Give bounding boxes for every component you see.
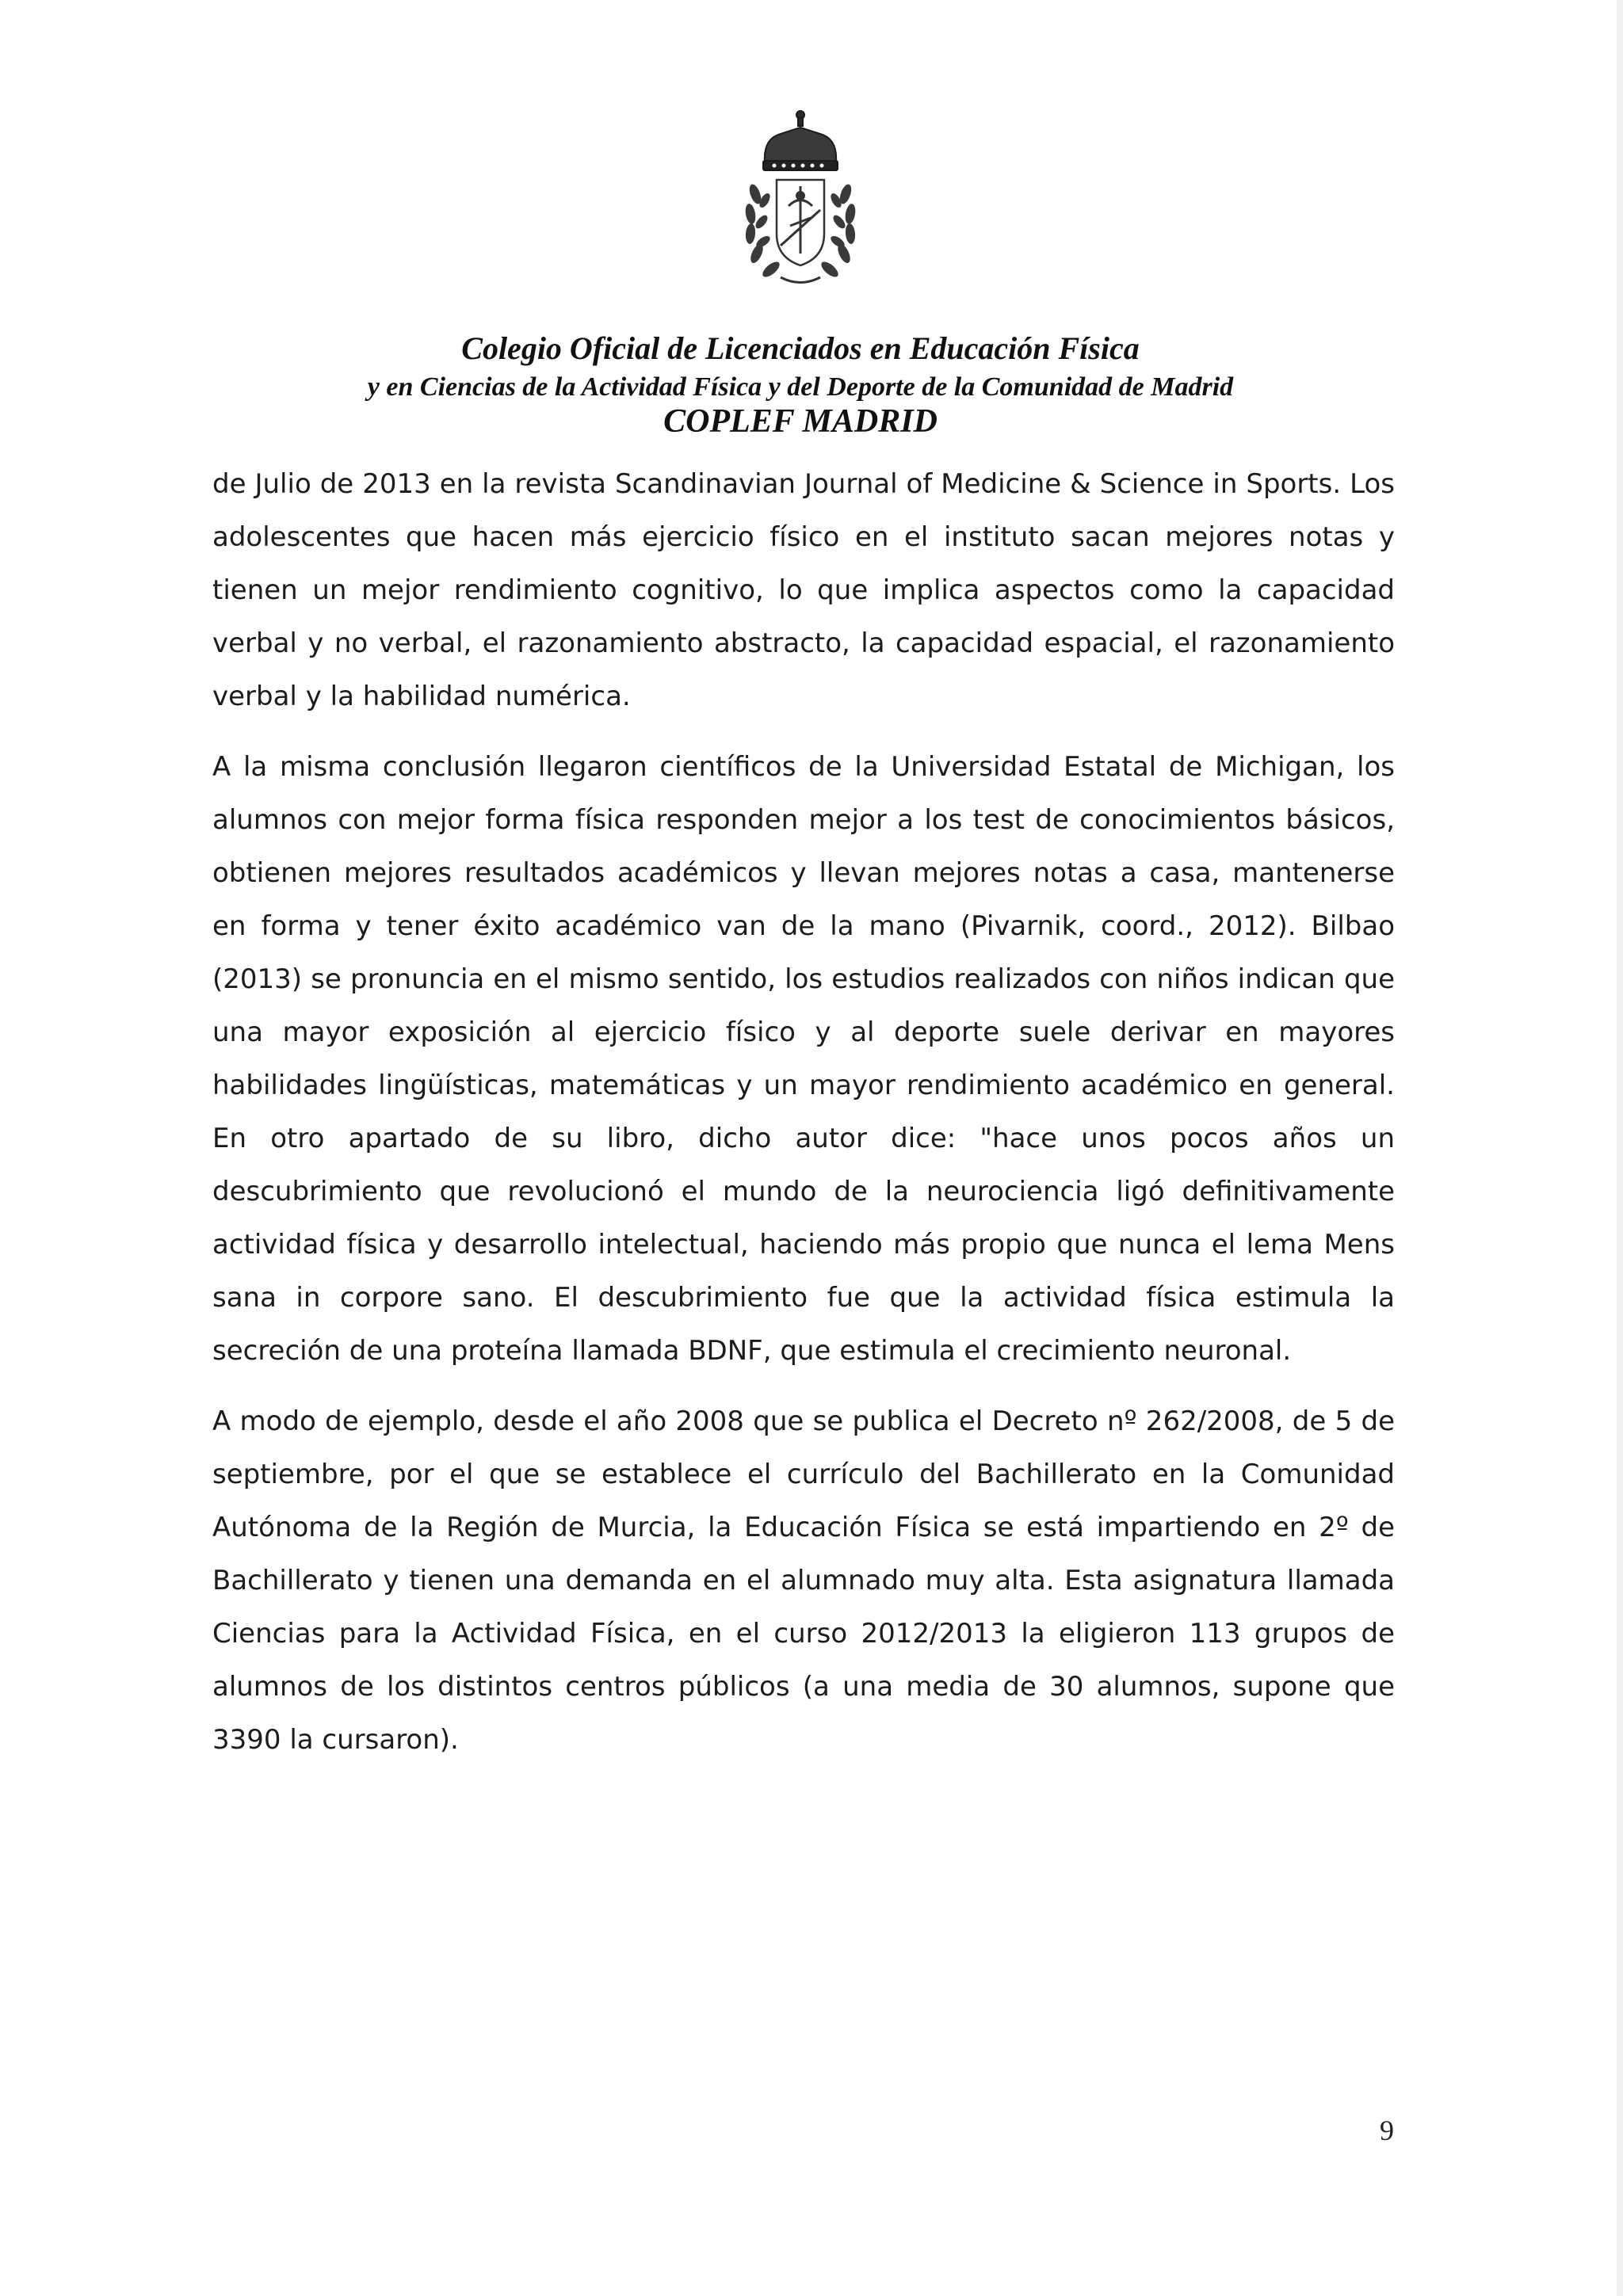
letterhead-title: Colegio Oficial de Licenciados en Educación Física — [461, 330, 1140, 366]
page-number: 9 — [1380, 2115, 1394, 2146]
paragraph: A la misma conclusión llegaron científicos de la Universidad Estatal de Michigan, los alumnos con mejor forma física responden mejor a los test de conocimientos básicos, obtienen mejores resultados académicos y llevan mejores notas a casa, mantenerse en forma y tener éxito académico van de la mano (Pivarnik, coord., 2012). Bilbao (2013) se pronuncia en el mismo sentido, los estudios realizados con niños indican que una mayor exposición al ejercicio físico y al deporte suele derivar en mayores habilidades lingüísticas, matemáticas y un mayor rendimiento académico en general. En otro apartado de su libro, dicho autor dice: "hace unos pocos años un descubrimiento que revolucionó el mundo de la neurociencia ligó definitivamente actividad física y desarrollo intelectual, haciendo más propio que nunca el lema Mens sana in corpore sano. El descubrimiento fue que la actividad física estimula la secreción de una proteína llamada BDNF, que estimula el crecimiento neuronal. — [212, 751, 1395, 1367]
paragraph: A modo de ejemplo, desde el año 2008 que se publica el Decreto nº 262/2008, de 5 de septiembre, por el que se establece el currículo del Bachillerato en la Comunidad Autónoma de la Región de Murcia, la Educación Física se está impartiendo en 2º de Bachillerato y tienen una demanda en el alumnado muy alta. Esta asignatura llamada Ciencias para la Actividad Física, en el curso 2012/2013 la eligieron 113 grupos de alumnos de los distintos centros públicos (a una media de 30 alumnos, supone que 3390 la cursaron). — [212, 1405, 1395, 1756]
coat-of-arms-crest-icon — [733, 107, 868, 297]
letterhead-subtitle: y en Ciencias de la Actividad Física y del Deporte de la Comunidad de Madrid — [367, 372, 1234, 402]
paragraph: de Julio de 2013 en la revista Scandinavian Journal of Medicine & Science in Sports. Los adolescentes que hacen más ejercicio físico en el instituto sacan mejores notas y tienen un mejor rendimiento cognitivo, lo que implica aspectos como la capacidad verbal y no verbal, el razonamiento abstracto, la capacidad espacial, el razonamiento verbal y la habilidad numérica. — [212, 468, 1395, 712]
body-text — [212, 458, 1395, 1784]
scan-edge — [1617, 0, 1623, 2296]
letterhead-acronym: COPLEF MADRID — [663, 403, 938, 440]
